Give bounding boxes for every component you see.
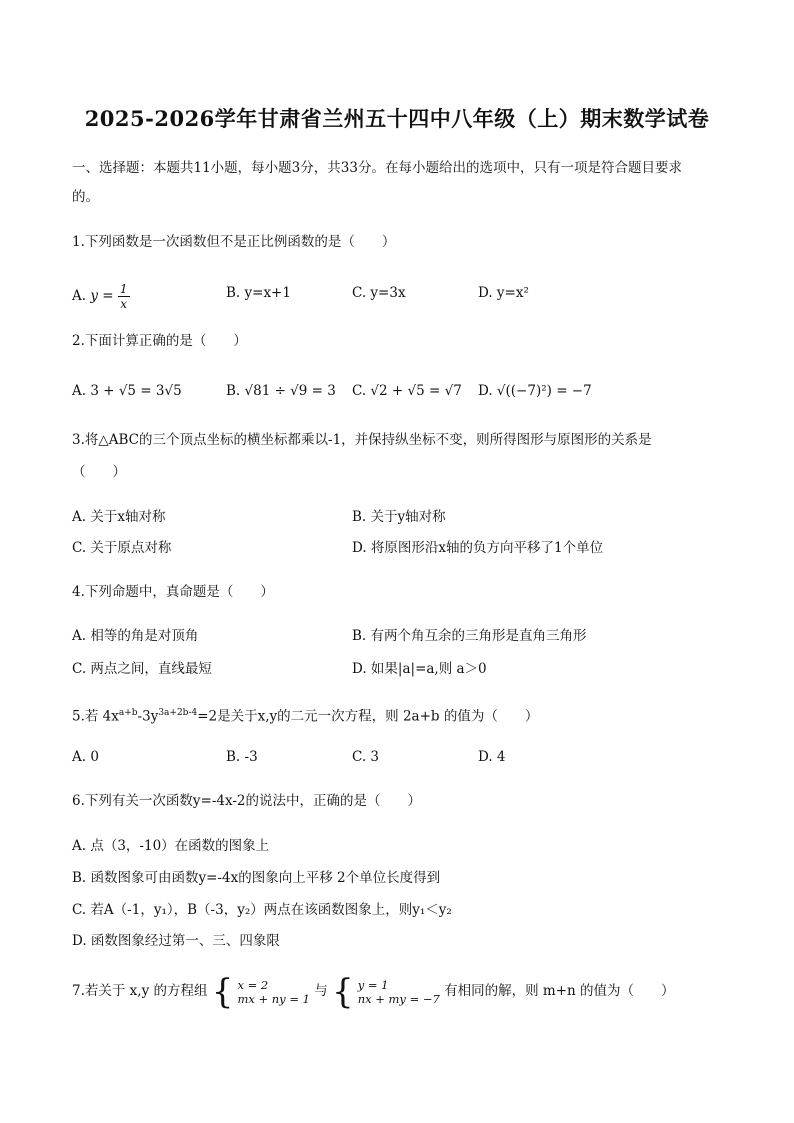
q1-option-d: D. y=x² [478,285,529,301]
q5-option-d: D. 4 [478,749,506,765]
q5-option-b: B. -3 [226,749,258,765]
fraction: $\frac{1}{x}$ [119,282,128,311]
q6-option-b: B. 函数图象可由函数y=-4x的图象向上平移 2个单位长度得到 [72,870,441,886]
q4-option-a: A. 相等的角是对顶角 [72,628,199,644]
question-4-stem: 4.下列命题中，真命题是（ ） [72,584,274,600]
equation-system-2: y = 1 nx + my = −7 [357,977,440,1006]
question-6-stem: 6.下列有关一次函数y=-4x-2的说法中，正确的是（ ） [72,793,421,809]
section-heading: 一、选择题：本题共11小题，每小题3分，共33分。在每小题给出的选项中，只有一项是符合题目要求 [72,160,682,176]
page-title: 2025-2026学年甘肃省兰州五十四中八年级（上）期末数学试卷 [84,106,710,131]
q6-option-d: D. 函数图象经过第一、三、四象限 [72,933,280,949]
q2-option-d: D. √((−7)²) = −7 [478,383,592,399]
q3-option-a: A. 关于x轴对称 [72,509,166,525]
q6-option-a: A. 点（3，-10）在函数的图象上 [72,838,270,854]
left-brace-icon: { [211,971,234,1012]
q5-option-a: A. 0 [72,749,99,765]
q6-option-c: C. 若A（-1，y₁），B（-3，y₂）两点在该函数图象上，则y₁＜y₂ [72,902,452,918]
q2-option-a: A. 3 + √5 = 3√5 [72,383,182,399]
q1-option-a: A. y = $\frac{1}{x}$ [72,282,128,311]
q4-option-c: C. 两点之间，直线最短 [72,661,212,677]
q4-option-b: B. 有两个角互余的三角形是直角三角形 [352,628,587,644]
q4-option-d: D. 如果|a|=a,则 a＞0 [352,661,487,677]
q1-option-c: C. y=3x [352,285,406,301]
q3-option-d: D. 将原图形沿x轴的负方向平移了1个单位 [352,540,604,556]
question-7-stem: 7.若关于 x,y 的方程组 { x = 2 mx + ny = 1 与 { y = 1 nx + my = −7 有相同的解，则 m+n 的值为（ ） [72,971,675,1012]
left-brace-icon: { [332,971,354,1012]
question-5-stem: 5.若 $4x^{a+b}-3y^{3a+2b-4}=2$是关于x,y的二元一次方程，则 2a+b 的值为（ ） [72,708,539,725]
q3-option-c: C. 关于原点对称 [72,540,172,556]
q1-option-b: B. y=x+1 [226,285,291,301]
q5-option-c: C. 3 [352,749,380,765]
question-3-stem: 3.将△ABC的三个顶点坐标的横坐标都乘以-1，并保持纵坐标不变，则所得图形与原图形的关系是 [72,432,652,448]
question-1-stem: 1.下列函数是一次函数但不是正比例函数的是（ ） [72,234,396,250]
q2-option-b: B. √81 ÷ √9 = 3 [226,383,336,399]
equation-system-1: x = 2 mx + ny = 1 [237,977,310,1006]
section-heading-cont: 的。 [72,189,99,205]
question-3-stem-cont: （ ） [72,464,126,480]
q3-option-b: B. 关于y轴对称 [352,509,446,525]
q2-option-c: C. √2 + √5 = √7 [352,383,462,399]
question-2-stem: 2.下面计算正确的是（ ） [72,333,247,349]
